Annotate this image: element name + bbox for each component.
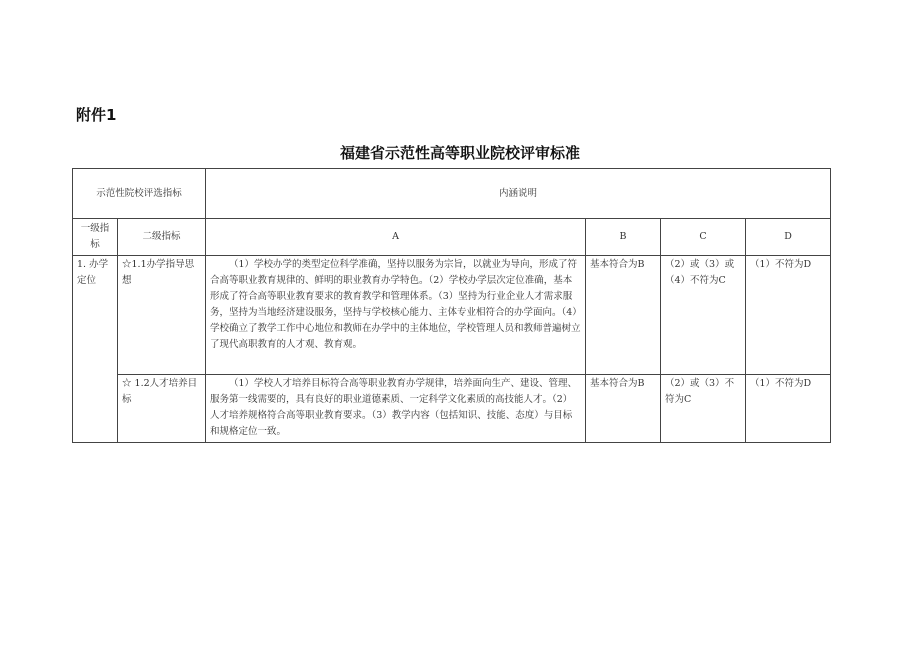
table-header-row <box>73 169 831 219</box>
grade-a-cell: （1）学校办学的类型定位科学准确，坚持以服务为宗旨，以就业为导向，形成了符合高等职业教育规律的、鲜明的职业教育办学特色。（2）学校办学层次定位准确，基本形成了符合高等职业教育要求的教育教学和管理体系。（3）坚持为行业企业人才需求服务，坚持为当地经济建设服务，坚持与学校核心能力、主体专业相符合的办学面向。（4）学校确立了教学工作中心地位和教师在办学中的主体地位，学校管理人员和教师普遍树立了现代高职教育的人才观、教育观。 <box>206 256 586 375</box>
grade-d-cell: （1）不符为D <box>746 375 831 443</box>
level1-header-cell: 一级指标 <box>73 219 118 256</box>
description-header-cell: 内涵说明 <box>206 169 831 219</box>
table-row <box>73 256 831 375</box>
level2-cell: ☆ 1.2人才培养目标 <box>118 375 206 443</box>
level2-header-cell: 二级指标 <box>118 219 206 256</box>
grade-c-header-cell: C <box>661 219 746 256</box>
grade-d-cell: （1）不符为D <box>746 256 831 375</box>
grade-c-cell: （2）或（3）不符为C <box>661 375 746 443</box>
grade-a-header-cell: A <box>206 219 586 256</box>
grade-b-cell: 基本符合为B <box>586 256 661 375</box>
grade-a-cell: （1）学校人才培养目标符合高等职业教育办学规律，培养面向生产、建设、管理、服务第一线需要的，具有良好的职业道德素质、一定科学文化素质的高技能人才。（2）人才培养规格符合高等职业教育要求。（3）教学内容（包括知识、技能、态度）与目标和规格定位一致。 <box>206 375 586 443</box>
level1-cell: 1. 办学定位 <box>73 256 118 443</box>
criteria-header-cell: 示范性院校评选指标 <box>73 169 206 219</box>
level2-cell: ☆1.1办学指导思想 <box>118 256 206 375</box>
grade-d-header-cell: D <box>746 219 831 256</box>
grade-b-cell: 基本符合为B <box>586 375 661 443</box>
table-row <box>73 375 831 443</box>
grade-b-header-cell: B <box>586 219 661 256</box>
criteria-table <box>72 168 831 443</box>
document-title: 福建省示范性高等职业院校评审标准 <box>339 144 580 162</box>
grade-c-cell: （2）或（3）或（4）不符为C <box>661 256 746 375</box>
table-subheader-row <box>73 219 831 256</box>
attachment-label: 附件1 <box>76 106 117 124</box>
